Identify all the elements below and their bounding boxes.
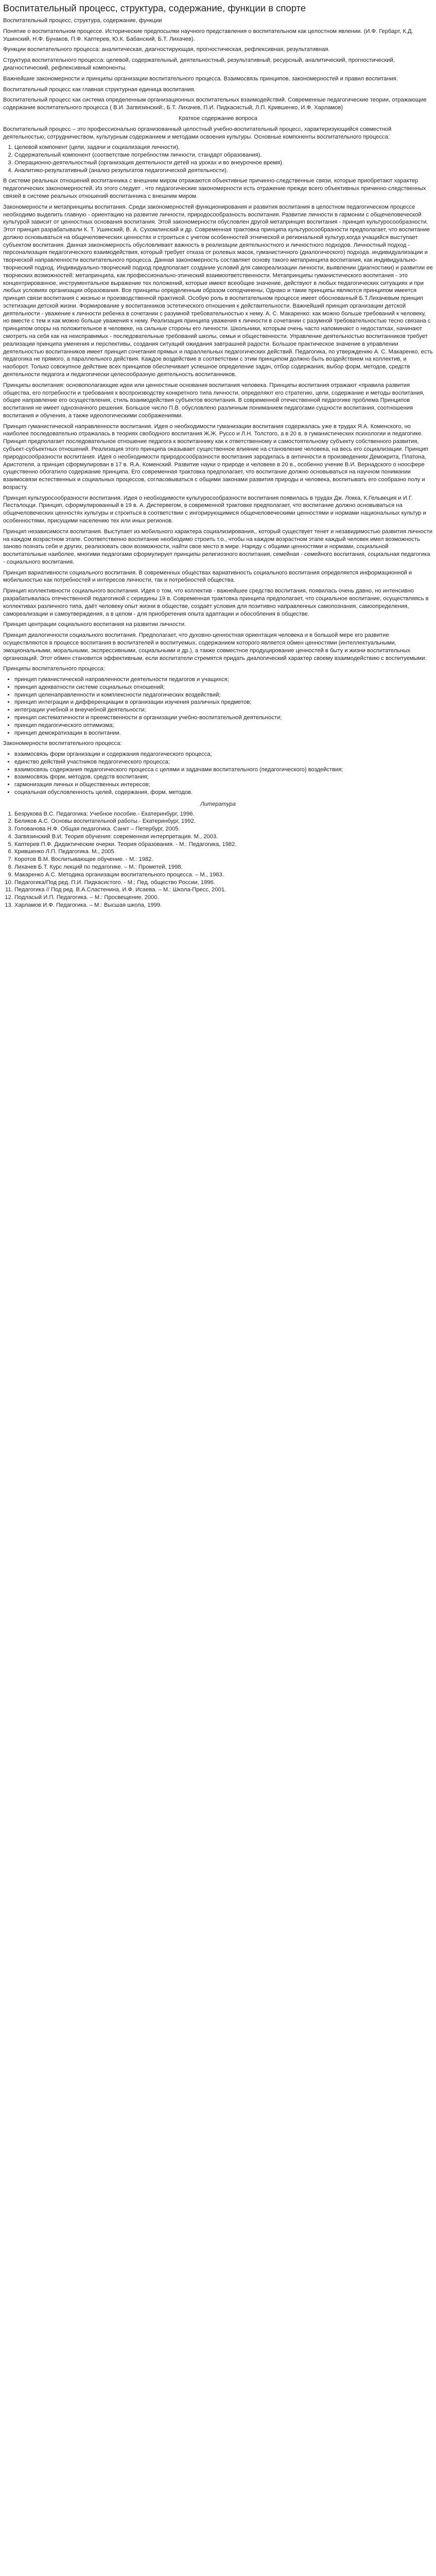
reference-item: 5. Каптерев П.Ф. Дидактические очерки. Теория образования. - М.: Педагогика, 1982.	[14, 841, 433, 849]
reference-item: 12. Подласый И.П. Педагогика. – М.: Просвещение, 2000.	[14, 894, 433, 902]
reference-item: 10. Педагогика/Под ред. П.И. Пидкасистого. - М.: Пед. общество России, 1996.	[14, 879, 433, 887]
list-item: • принцип адекватности системе социальных отношений;	[14, 684, 433, 691]
paragraph: Принцип вариативности социального воспитания. В современных обществах вариативность социального воспитания определяется информационной и мобильностью как потребностей и интересов личности, так и потребностей общества.	[3, 569, 412, 584]
list-item: • интеграции учебной и внеучебной деятельности;	[14, 706, 433, 714]
list-item: • принцип педагогического оптимизма;	[14, 722, 433, 730]
paragraph: Принцип культуросообразности воспитания. Идея о необходимости культуросообразности воспитания появилась в трудах Дж. Локка, К.Гельвеция и И.Г. Песталоцци. Принцип, сформулированный в 19 в. А. Дистервегом, в современной трактовке предполагает, что воспитание должно основываться на общечеловеческих ценностях культуры и строиться в соответствии с ингорирующимися общечеловеческими ценностями и нормами национальных культур и особенностями, присущими населению тех или иных регионов.	[3, 495, 426, 524]
paragraph: Принцип гуманистической направленности воспитания. Идея о необходимости гуманизации воспитания содержалась уже в трудах Я.А. Коменского, но наиболее последовательно отражалась в теориях свободного воспитания Ж.Ж. Руссо и Л.Н. Толстого, а в 20 в. в гуманистических психологии и педагогике. Принцип предполагает последовательное отношение педагога к воспитаннику как к ответственному и самостоятельному субъекту собственного развития, субъект-субъектных отношений. Реализация этого принципа оказывает существенное влияние на становление человека, на весь его социализации. Принцип природосообразности воспитания. Идея о необходимости природосообразности воспитания зародилась в античности в произведениях Демокрита, Платона, Аристотеля, а принцип сформулирован в 17 в. Я.А. Коменский. Развитие науки о природе и человеке в 20 в., особенно учение В.И. Вернадского о ноосфере существенно обогатило содержание принципа. Его современная трактовка предполагает, что воспитание должно основываться на научном понимании взаимосвязи естественных и социальных процессов, согласовываться с общими законами развития природы и человека, воспитывать его сообразно полу и возрасту.	[3, 423, 428, 490]
paragraph: Принцип центрации социального воспитания на развитии личности.	[3, 621, 186, 628]
paragraph: Воспитательный процесс как главная структурная единица воспитания.	[3, 86, 196, 93]
list-item: 3. Операционно-деятельностный (организация деятельности детей на уроках и во внеурочное время).	[14, 159, 433, 167]
list-item: • взаимосвязь форм организации и содержания педагогического процесса;	[14, 751, 433, 758]
list-item: • взаимосвязь форм, методов, средств воспитания;	[14, 773, 433, 781]
process-laws-list	[3, 751, 433, 796]
list-item: • гармонизация личных и общественных интересов;	[14, 781, 433, 789]
list-item: 1. Целевой компонент (цели, задачи и социализация личности).	[14, 144, 433, 151]
list-item: • единство действий участников педагогического процесса;	[14, 758, 433, 766]
list-item: • принцип интеграции и дифференциации в организации изучения различных предметов;	[14, 699, 433, 706]
page-title: Воспитательный процесс, структура, содержание, функции в спорте	[3, 3, 306, 13]
references-list	[3, 810, 433, 909]
reference-item: 4. Загвязинский В.И. Теория обучения: современная интерпретация. М., 2003.	[14, 833, 433, 841]
paragraph: Принцип диалогичности социального воспитания. Предполагает, что духовно-ценностная ориентация человека и в большой мере его развитие осуществляются в процессе воспитания в воспитателей и воспитуемых, содержанием которого является обмен ценностями (интеллектуальными, эмоциональными, моральными, экспрессивными, социальными и др.), а также совместное продуцирование ценностей в быту и жизни воспитательных организаций. Этот обмен становится эффективным, если воспитатели стремятся придать диалогический характер своему взаимодействию с воспитуемыми.	[3, 632, 427, 662]
paragraph: Принцип коллективности социального воспитания. Идея о том, что коллектив - важнейшее средство воспитания, появилась очень давно, но интенсивно разрабатывалась отечественной педагогикой с середины 19 в. Современная трактовка принципа предполагает, что социальное воспитание, осуществляясь в коллективах различного типа, даёт человеку опыт жизни в обществе, создаёт условия для позитивно направленных самопознания, самоопределения, самореализации и самоутверждения, а в целом - для приобретения опыта адаптации и обособления в обществе.	[3, 588, 429, 617]
paragraph: Структура воспитательного процесса: целевой, содержательный, деятельностный, результативный, ресурсный, аналитический, прогностический, диагностический, рефлексивный компоненты.	[3, 57, 395, 72]
references-heading: Литература	[200, 801, 236, 807]
process-principles-list	[3, 676, 433, 737]
paragraph: Важнейшие закономерности и принципы организации воспитательного процесса. Взаимосвязь принципов, закономерностей и правил воспитания.	[3, 75, 398, 82]
list-item: • социальная обусловленность целей, содержания, форм, методов.	[14, 789, 433, 796]
list-item: 4. Аналитико-результативный (анализ результатов педагогической деятельности).	[14, 167, 433, 175]
paragraph: Принципы воспитательного процесса:	[3, 666, 105, 672]
reference-item: 1. Безрукова В.С. Педагогика: Учебное пособие.- Екатеринбург, 1996.	[14, 810, 433, 818]
reference-item: 8. Лихачев Б.Т. Курс лекций по педагогике. – М.: Прометей, 1998.	[14, 863, 433, 871]
list-item: • принцип систематичности и преемственности в организации учебно-воспитательной деятельности;	[14, 714, 433, 722]
paragraph: Закономерности и метапринципы воспитания. Среди закономерностей функционирования и развития воспитания в целостном педагогическом процессе необходимо выделить главную - ориентацию на развитие личности, природосообразность воспитания. Развитие личности в гармонии с общечеловеческой культурой зависит от ценностных основания воспитания. Этой закономерности обусловлен другой метапринцип воспитания - принцип культуросообразности. Этот принцип разрабатывали К. Т. Ушинский, В. А. Сухомлинский и др. Современная трактовка принципа культуросообразности предполагает, что воспитание должно основываться на общечеловеческих ценностях и строиться с учетом особенностей этнической и региональной культур,когда учащийся выступает субъектом воспитания. Данная закономерность обусловливает важность в реализации деятельностного и личностного подходов. Личностный подход - персонализация педагогического взаимодействия, который требует отказа от ролевых масок, гуманистичного (диалогического) подхода. индивидуализации и творческой направленности воспитательного процесса. Данная закономерность составляет основу такого метапринципа воспитания, как индивидуально-творческий подход. Индивидуально-творческий подход предполагает создание условий для самореализации личности, выявлении (диагностики) и развитии ее творческих возможностей: метапринципа, как профессионально-этический взаимоответственности. Метапринципы гуманистического воспитания - это концентрированное, инструментальное выражение тех положений, которые имеют всеобщее значение, действуют в любых педагогических ситуациях и при любых условиях организации образования. Все принципы определенным образом соподчинены, Однако и такие принципы являются принципом имеется принцип связи воспитания с жизнью и производственной практикой. Особую роль в воспитательном процессе имеет обоснованный Б.Т.Лихачевым принцип эстетизации детской жизни. Формирование у воспитанников эстетического отношения к действительности. Важнейший принцип организации детской деятельности - уважение к личности ребенка в сочетании с разумной требовательностью к нему. А. С. Макаренко: как можно больше требований к человеку, но вместе с тем и как можно больше уважения к нему. Реализация принципа уважения к личности в сочетании с разумной требовательностью тесно связана с принципом опоры на положительное в человеке, на сильные стороны его личности. Школьники, которым очень часто напоминают о недостатках, начинают смотреть на себя как на неисправимых - последовательные требований школы, семьи и общественности. Управление деятельностью воспитанников требует реализации принципа уменения и перспективы, создания ситуаций ожидания завтрашней радости. Большое практическое значение в управлении деятельностью воспитанников имеет принцип сочетания прямых и параллельных педагогических действий. Педагогика, по утверждению А. С. Макаренко, есть педагогика не прямого, а параллельного действия. Каждое воздействие в соответствии с этим принципом должно быть воздействием на коллектив, и наоборот. Только совокупное действие всех принципов обеспечивает успешное определение задач, отбор содержания, выбор форм, методов, средств деятельности педагога и педагогически целесообразную деятельность воспитанников.	[3, 204, 433, 378]
reference-item: 11. Педагогика // Под ред. В.А.Сластенина, И.Ф. Исаева. – М.: Школа-Пресс, 2001.	[14, 886, 433, 894]
reference-item: 9. Макаренко А.С. Методика организации воспитательного процесса. – М., 1983.	[14, 871, 433, 879]
list-item: • принцип демократизации в воспитании.	[14, 730, 433, 737]
paragraph: Принцип независимости воспитания. Выступает из мобильного характера социализирования,, который существует тенет и незавидимостью развития личности на каждом возрастном этапе. Соответственно воспитание необходимо строить т.о., чтобы на каждом возрастном этапе каждый человек имел возможность заново познать себя и других, реализовать свои возможности, найти свое место в мире. Наряду с общими ценностями и нормами, социальной воспитательные наиболее, многими педагогами сформулирует принципы религиозного воспитания, семейная - семейного воспитания, социальная педагогика - социального воспитания.	[3, 528, 433, 565]
paragraph: Функции воспитательного процесса: аналитическая, диагностирующая, прогностическая, рефлексивная, результативная.	[3, 46, 330, 53]
paragraph: Принципы воспитания: основополагающие идеи или ценностные основания воспитания человека. Принципы воспитания отражают «правила развития общества, его потребности и требования к воспроизводству конкретного типа личности, определяют его стратегию, цели, содержание и методы воспитания, общее направление его осуществления, стиль взаимодействия субъектов воспитания. В современной отечественной педагогике проблема Принципов воспитания не имеет однозначного решения. Большое число П.В. обусловлено различным пониманием педагогами сущности воспитания, соотношения воспитания и обучения, а также идеологическими соображениями.	[3, 382, 425, 419]
paragraph: Воспитательный процесс как система определенным организационных воспитательных взаимодействий. Современные педагогические теории, отражающие содержание воспитательного процесса ( В.И. Загвязинский:, Б.Т. Лихачев, П.И. Пидкасистый, Л.П. Крившенко, И.Ф. Харламов)	[3, 97, 427, 111]
paragraph: В системе реальных отношений воспитанника с внешним миром отражаются объективные причинно-следственные связи, которые приобретают характер педагогических закономерностей. Из этого следует , что педагогические закономерности есть отражение прежде всего объективных причинно-следственных связей в системе реальных отношений воспитанника с внешним миром.	[3, 178, 426, 199]
paragraph: Понятие о воспитательном процессе. Исторические предпосылки научного представления о воспитательном как целостном явлении. (И.Ф. Гербарт, К.Д. Ушинский, Н.Ф. Бунаков, П.Ф. Каптерев, Ю.К. Бабанский, Б.Т. Лихачев).	[3, 28, 413, 42]
intro-section	[3, 17, 433, 112]
reference-item: 6. Крившенко Л.П. Педагогика. М., 2005.	[14, 848, 433, 856]
list-item: 2. Содержательный компонент (соответствие потребностям личности, стандарт образования).	[14, 151, 433, 159]
components-list	[3, 144, 433, 174]
reference-item: 2. Беликов А.С. Основы воспитательной работы.- Екатеринбург, 1992.	[14, 818, 433, 825]
reference-item: 13. Харламов И.Ф. Педагогика. – М.: Высшая школа, 1999.	[14, 902, 433, 909]
summary-heading: Краткое содержание вопроса	[179, 115, 257, 122]
paragraph: Воспитательный процесс, структура, содержание, функции	[3, 18, 162, 24]
paragraph: Воспитательный процесс – это профессионально организованный целостный учебно-воспитательный процесс, характеризующийся совместной деятельностью, сотрудничеством, культурным содержанием и методами освоения культуры. Основные компоненты воспитательного процесса:	[3, 126, 392, 140]
reference-item: 3. Голованова Н.Ф. Общая педагогика. Санкт – Петербург, 2005.	[14, 825, 433, 833]
document-page	[0, 0, 436, 917]
list-item: • принцип гуманистической направленности деятельности педагогов и учащихся;	[14, 676, 433, 684]
body-section	[3, 177, 433, 673]
laws-heading: Закономерности воспитательного процесса:	[3, 740, 122, 747]
list-item: • взаимосвязь содержания педагогического процесса с целями и задачами воспитательного (педагогического) воздействия;	[14, 766, 433, 774]
list-item: • принцип целенаправленности и комплексности педагогических воздействий;	[14, 691, 433, 699]
reference-item: 7. Коротов В.М. Воспитывающее обучение. - М.: 1982.	[14, 856, 433, 863]
